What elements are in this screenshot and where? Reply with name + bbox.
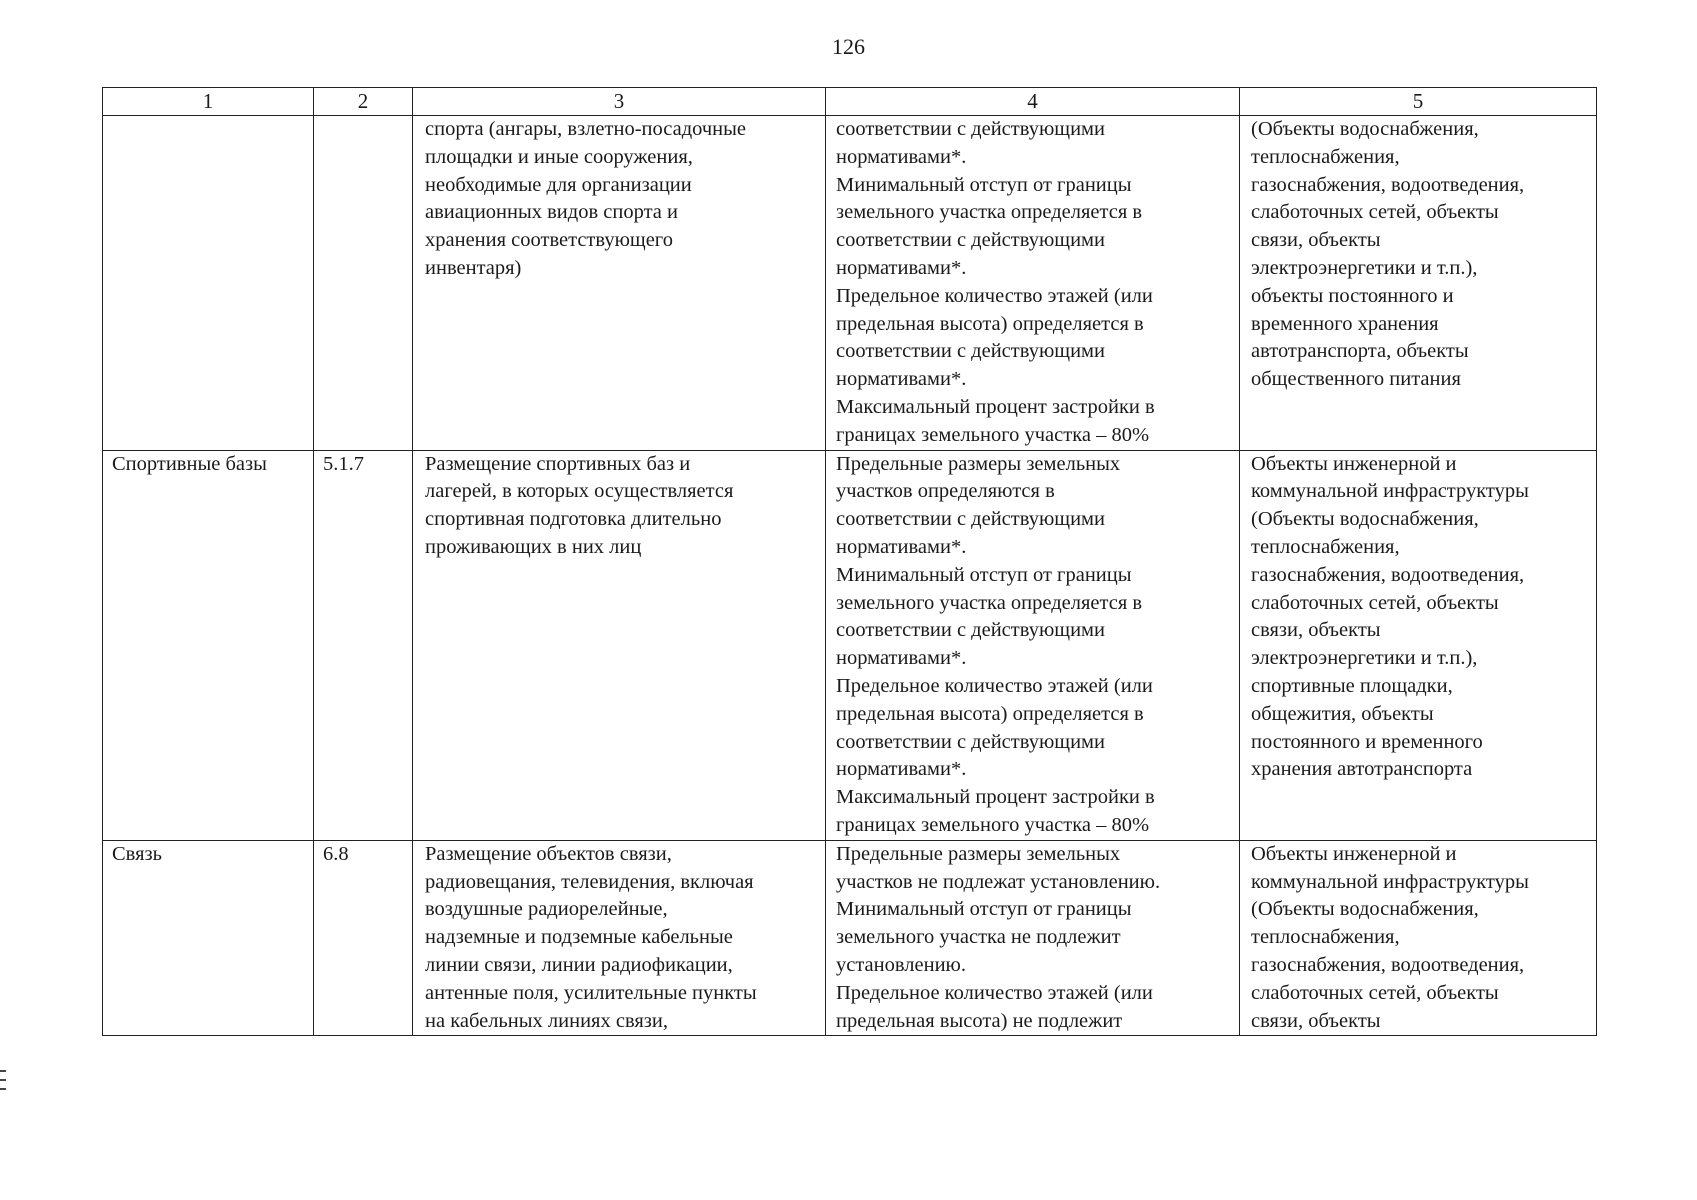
use-description-cell: спорта (ангары, взлетно-посадочные площадки и иные сооружения, необходимые для организации авиационных видов спорта и хранения соответствующего инвентаря) (413, 116, 826, 451)
scan-edge-mark (0, 1070, 6, 1072)
table-row (103, 840, 1597, 1036)
column-header: 2 (314, 88, 413, 116)
use-code-cell: 5.1.7 (314, 450, 413, 840)
limit-parameters-cell: Предельные размеры земельных участков не подлежат установлению. Минимальный отступ от границы земельного участка не подлежит установлению. Предельное количество этажей (или предельная высота) не подлежит (826, 840, 1240, 1036)
auxiliary-uses-cell: (Объекты водоснабжения, теплоснабжения, газоснабжения, водоотведения, слаботочных сетей, объекты связи, объекты электроэнергетики и т.п.), объекты постоянного и временного хранения автотранспорта, объекты общественного питания (1240, 116, 1597, 451)
limit-parameters-cell: соответствии с действующими нормативами*. Минимальный отступ от границы земельного участка определяется в соответствии с действующими нормативами*. Предельное количество этажей (или предельная высота) определяется в соответствии с действующими нормативами*. Максимальный процент застройки в границах земельного участка – 80% (826, 116, 1240, 451)
column-header: 4 (826, 88, 1240, 116)
column-header: 3 (413, 88, 826, 116)
table-row (103, 450, 1597, 840)
use-code-cell: 6.8 (314, 840, 413, 1036)
column-header: 1 (103, 88, 314, 116)
use-code-cell (314, 116, 413, 451)
use-name-cell: Спортивные базы (103, 450, 314, 840)
use-description-cell: Размещение спортивных баз и лагерей, в которых осуществляется спортивная подготовка длительно проживающих в них лиц (413, 450, 826, 840)
land-use-table (102, 87, 1597, 1036)
auxiliary-uses-cell: Объекты инженерной и коммунальной инфраструктуры (Объекты водоснабжения, теплоснабжения, газоснабжения, водоотведения, слаботочных сетей, объекты связи, объекты электроэнергетики и т.п.), спортивные площадки, общежития, объекты постоянного и временного хранения автотранспорта (1240, 450, 1597, 840)
use-name-cell: Связь (103, 840, 314, 1036)
column-header: 5 (1240, 88, 1597, 116)
scan-edge-mark (0, 1088, 6, 1090)
scan-edge-mark (0, 1079, 6, 1081)
use-description-cell: Размещение объектов связи, радиовещания, телевидения, включая воздушные радиорелейные, надземные и подземные кабельные линии связи, линии радиофикации, антенные поля, усилительные пункты на кабельных линиях связи, (413, 840, 826, 1036)
table-header-row (103, 88, 1597, 116)
page-number: 126 (832, 34, 865, 59)
table-row (103, 116, 1597, 451)
use-name-cell (103, 116, 314, 451)
auxiliary-uses-cell: Объекты инженерной и коммунальной инфраструктуры (Объекты водоснабжения, теплоснабжения, газоснабжения, водоотведения, слаботочных сетей, объекты связи, объекты (1240, 840, 1597, 1036)
limit-parameters-cell: Предельные размеры земельных участков определяются в соответствии с действующими нормативами*. Минимальный отступ от границы земельного участка определяется в соответствии с действующими нормативами*. Предельное количество этажей (или предельная высота) определяется в соответствии с действующими нормативами*. Максимальный процент застройки в границах земельного участка – 80% (826, 450, 1240, 840)
